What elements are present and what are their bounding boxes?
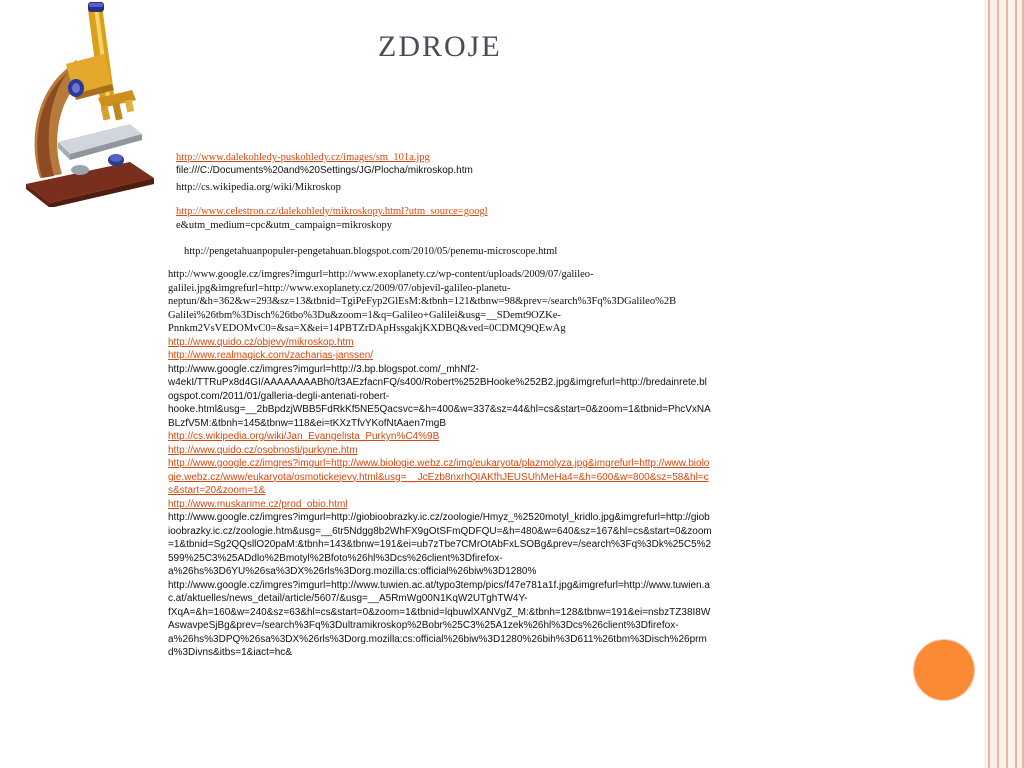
source-link[interactable] [168,430,788,444]
microscope-icon [18,2,163,207]
source-text: file:///C:/Documents%20and%20Settings/JG/Plocha/mikroskop.htm [176,165,473,176]
source-line: http://www.google.cz/imgres?imgurl=http://www.biologie.webz.cz/img/eukaryota/plazmolyza.jpg&imgrefurl=http://www.biolo [168,458,710,469]
source-link[interactable] [168,498,788,512]
source-line: a%26hs%3DPQ%26sa%3DX%26rls%3Dorg.mozilla:cs:official%26biw%3D1280%26bih%3D611%26tbm%3Disch%26prm [168,633,707,645]
source-line: http://www.muskarime.cz/prod_obio.html [168,498,348,510]
orange-circle-decoration [913,639,975,701]
source-line: http://www.quido.cz/osobnosti/purkyne.htm [168,444,358,456]
source-line: w4ekI/TTRuPx8d4GI/AAAAAAAABh0/t3AEzfacnFQ/s400/Robert%252BHooke%252B2.jpg&imgrefurl=http://bredainrete.bl [168,377,707,388]
source-text [168,579,788,660]
stripe [988,0,990,768]
source-line: hooke.html&usg=__2bBpdzjWBB5FdRkKf5NE5Qacsvc=&h=400&w=337&sz=44&hl=cs&start=0&zoom=1&tbnid=PhcVxNA [168,404,711,415]
source-text: http://pengetahuanpopuler-pengetahuan.blogspot.com/2010/05/penemu-microscope.html [184,246,558,257]
stripe [1006,0,1008,768]
source-link[interactable] [168,336,788,350]
stripe [997,0,999,768]
source-line: http://cs.wikipedia.org/wiki/Jan_Evangelista_Purkyn%C4%9B [168,431,440,442]
source-line: AswavpeSjBg&prev=/search%3Fq%3Dultramikroskop%2Bobr%25C3%25A1zek%26hl%3Dcs%26client%3Dfirefox- [168,620,679,631]
source-line: s&start=20&zoom=1& [168,485,266,496]
source-line: c.at/aktuelles/news_detail/article/5607/&usg=__A5RmWg00N1KqW2UTghTW4Y- [168,593,528,604]
source-line: http://www.google.cz/imgres?imgurl=http://www.exoplanety.cz/wp-content/uploads/2009/07/galileo- [168,269,594,280]
source-line: http://www.google.cz/imgres?imgurl=http://www.tuwien.ac.at/typo3temp/pics/f47e781a1f.jpg&imgrefurl=http://www.tuwien.a [168,579,710,591]
source-line: BLzfV5M:&tbnh=145&tbnw=118&ei=tKXzTfvYKofNtAaen7mgB [168,417,447,429]
source-line: Pnnkm2VsVEDOMvC0=&sa=X&ei=14PBTZrDApHssgakjKXDBQ&ved=0CDMQ9QEwAg [168,323,566,334]
source-line: 599%25C3%25ADdlo%2Bmotyl%2Bfoto%26hl%3Dcs%26client%3Dfirefox- [168,552,503,564]
source-line: a%26hs%3D6YU%26sa%3DX%26rls%3Dorg.mozilla:cs:official%26biw%3D1280% [168,566,537,577]
source-link[interactable] [168,349,788,363]
source-link[interactable]: http://www.celestron.cz/dalekohledy/mikroskopy.html?utm_source=googl [176,206,488,217]
source-line: http://www.google.cz/imgres?imgurl=http://giobioobrazky.ic.cz/zoologie/Hmyz_%2520motyl_kridlo.jpg&imgrefurl=http://giob [168,512,710,523]
source-line: gie.webz.cz/www/eukaryota/osmotickejevy.html&usg=__JcEzb8nxrhQIAKfhJEUSUhMeHa4=&h=600&w=800&sz=58&hl=c [168,471,709,483]
source-line: http://www.quido.cz/objevy/mikroskop.htm [168,336,354,348]
source-text [168,268,788,336]
page-title: ZDROJE [378,30,502,63]
source-text [168,363,788,431]
source-line: Galilei%26tbm%3Disch%26tbo%3Du&zoom=1&q=Galileo+Galilei&usg=__SDemt9OZKe- [168,309,561,321]
source-line: http://www.google.cz/imgres?imgurl=http://3.bp.blogspot.com/_mhNf2- [168,363,479,375]
source-link[interactable] [168,444,788,458]
source-line: =1&tbnid=Sg2QQsllO20paM:&tbnh=143&tbnw=191&ei=ub7zTbe7CMrOtAbFxLSOBg&prev=/search%3Fq%3Dk%25C5%2 [168,539,712,550]
source-text: http://cs.wikipedia.org/wiki/Mikroskop [176,182,341,193]
stripe [1015,0,1017,768]
source-text: e&utm_medium=cpc&utm_campaign=mikroskopy [176,220,392,231]
decorative-stripes [984,0,1024,768]
source-line: ioobrazky.ic.cz/zoologie.htm&usg=__6tr5Ndgg8b2WhFX9gOtSFmQDFQU=&h=480&w=640&sz=167&hl=cs&start=0&zoom [168,525,712,537]
source-line: galilei.jpg&imgrefurl=http://www.exoplanety.cz/2009/07/objevil-galileo-planetu- [168,282,511,294]
source-line: http://www.realmagick.com/zacharias-janssen/ [168,350,374,361]
sources-block [168,268,788,660]
source-line: ogspot.com/2011/01/galleria-degli-antenati-robert- [168,390,390,402]
source-link[interactable] [168,457,788,498]
source-link[interactable]: http://www.dalekohledy-puskohledy.cz/images/sm_101a.jpg [176,152,430,163]
source-text [168,511,788,579]
source-line: neptun/&h=362&w=293&sz=13&tbnid=TgiPeFyp2GlEsM:&tbnh=121&tbnw=98&prev=/search%3Fq%3DGalileo%2B [168,296,677,307]
source-line: d%3Divns&itbs=1&iact=hc& [168,647,292,658]
source-line: fXqA=&h=160&w=240&sz=63&hl=cs&start=0&zoom=1&tbnid=lqbuwlXANVgZ_M:&tbnh=128&tbnw=191&ei=nsbzTZ38I8W [168,606,711,618]
